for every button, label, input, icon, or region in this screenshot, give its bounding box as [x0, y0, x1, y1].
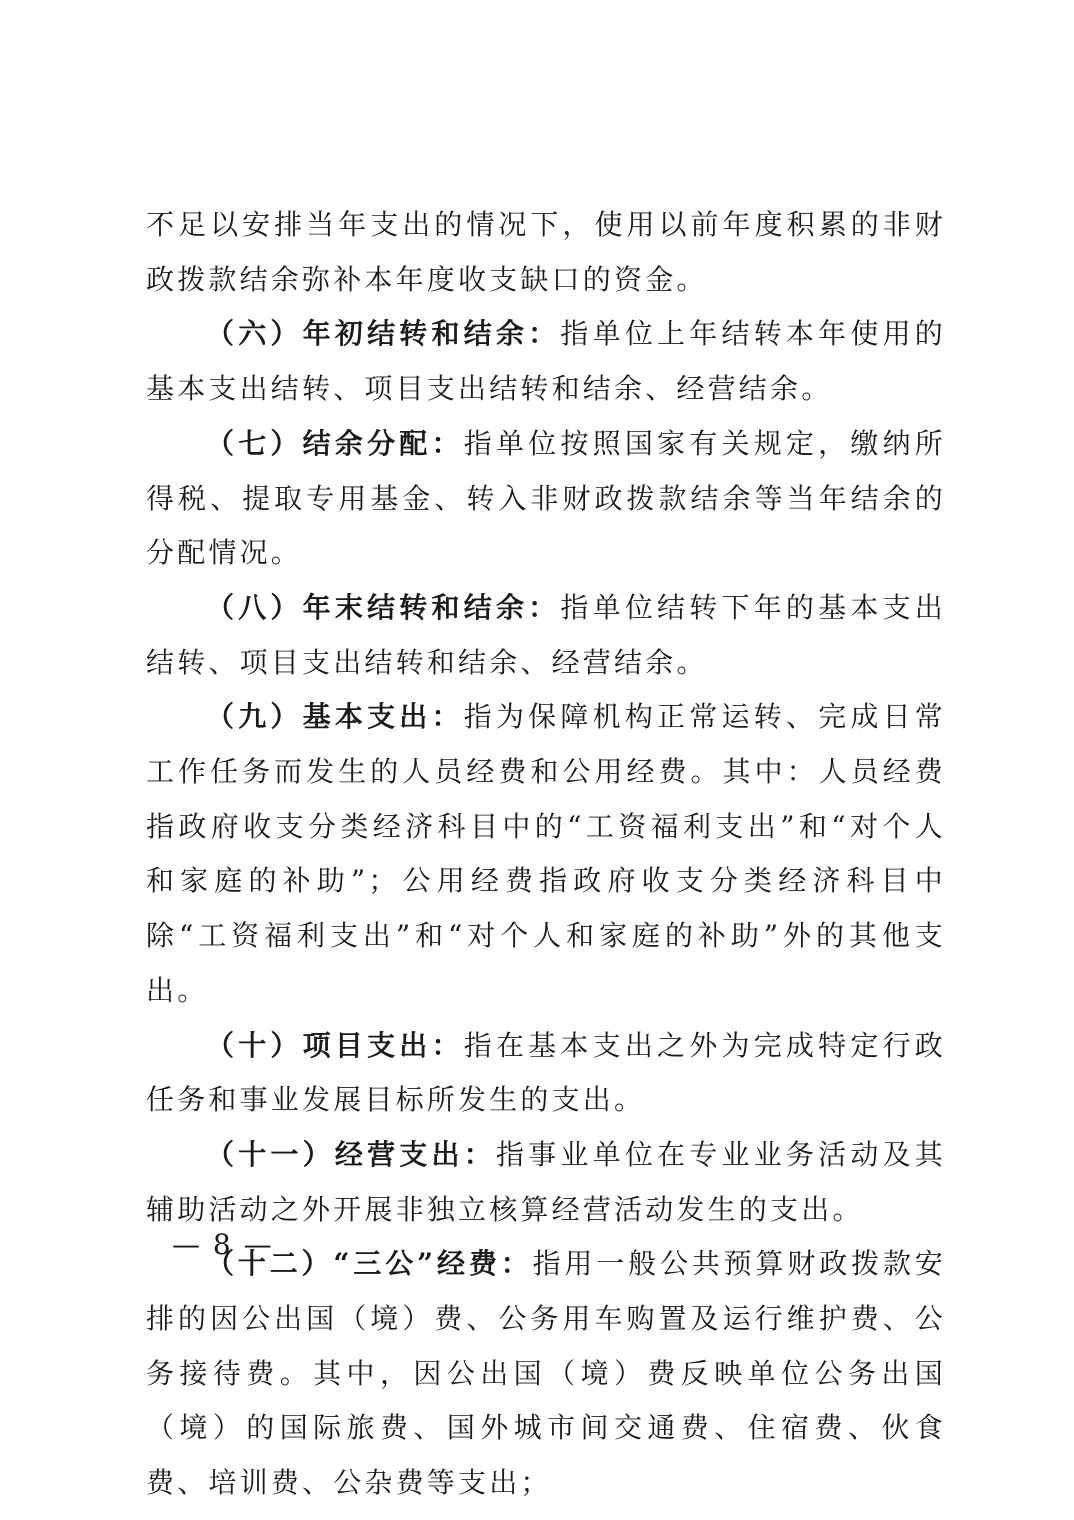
- paragraph-text: 指为保障机构正常运转、完成日常工作任务而发生的人员经费和公用经费。其中：人员经费指政府收支分类经济科目中的“工资福利支出”和“对个人和家庭的补助”；公用经费指政府收支分类经济科目中除“工资福利支出”和“对个人和家庭的补助”外的其他支出。: [146, 700, 946, 1007]
- paragraph-text: 不足以安排当年支出的情况下，使用以前年度积累的非财政拨款结余弥补本年度收支缺口的资金。: [146, 208, 946, 296]
- paragraph-project-expenditure: [146, 1019, 946, 1128]
- paragraph-text: 指在基本支出之外为完成特定行政任务和事业发展目标所发生的支出。: [146, 1028, 946, 1117]
- paragraph-ending-balance: [146, 581, 946, 690]
- paragraph-beginning-balance: [146, 307, 946, 416]
- paragraph-surplus-distribution: [146, 417, 946, 581]
- paragraph-text: 指用一般公共预算财政拨款安排的因公出国（境）费、公务用车购置及运行维护费、公务接待费。其中，因公出国（境）费反映单位公务出国（境）的国际旅费、国外城市间交通费、住宿费、伙食费、培训费、公杂费等支出；: [146, 1247, 946, 1500]
- term-label: （十一）经营支出：: [206, 1137, 496, 1171]
- paragraph-text: 指单位按照国家有关规定，缴纳所得税、提取专用基金、转入非财政拨款结余等当年结余的分配情况。: [146, 426, 946, 570]
- paragraph-text: 指单位结转下年的基本支出结转、项目支出结转和结余、经营结余。: [146, 590, 947, 679]
- term-label: （六）年初结转和结余：: [206, 317, 561, 351]
- term-label: （七）结余分配：: [206, 426, 464, 460]
- term-label: （八）年末结转和结余：: [206, 590, 561, 624]
- page-number: — 8 —: [172, 1228, 274, 1261]
- body-text: [146, 198, 946, 1511]
- term-label: （十二）“三公”经费：: [206, 1247, 533, 1281]
- paragraph-three-public-expenses: [146, 1237, 946, 1511]
- paragraph-operating-expenditure: [146, 1128, 946, 1237]
- paragraph-continuation: [146, 198, 946, 307]
- paragraph-basic-expenditure: [146, 690, 946, 1018]
- paragraph-text: 指事业单位在专业业务活动及其辅助活动之外开展非独立核算经营活动发生的支出。: [146, 1137, 946, 1226]
- term-label: （十）项目支出：: [206, 1028, 464, 1062]
- paragraph-text: 指单位上年结转本年使用的基本支出结转、项目支出结转和结余、经营结余。: [146, 317, 947, 406]
- term-label: （九）基本支出：: [206, 700, 464, 734]
